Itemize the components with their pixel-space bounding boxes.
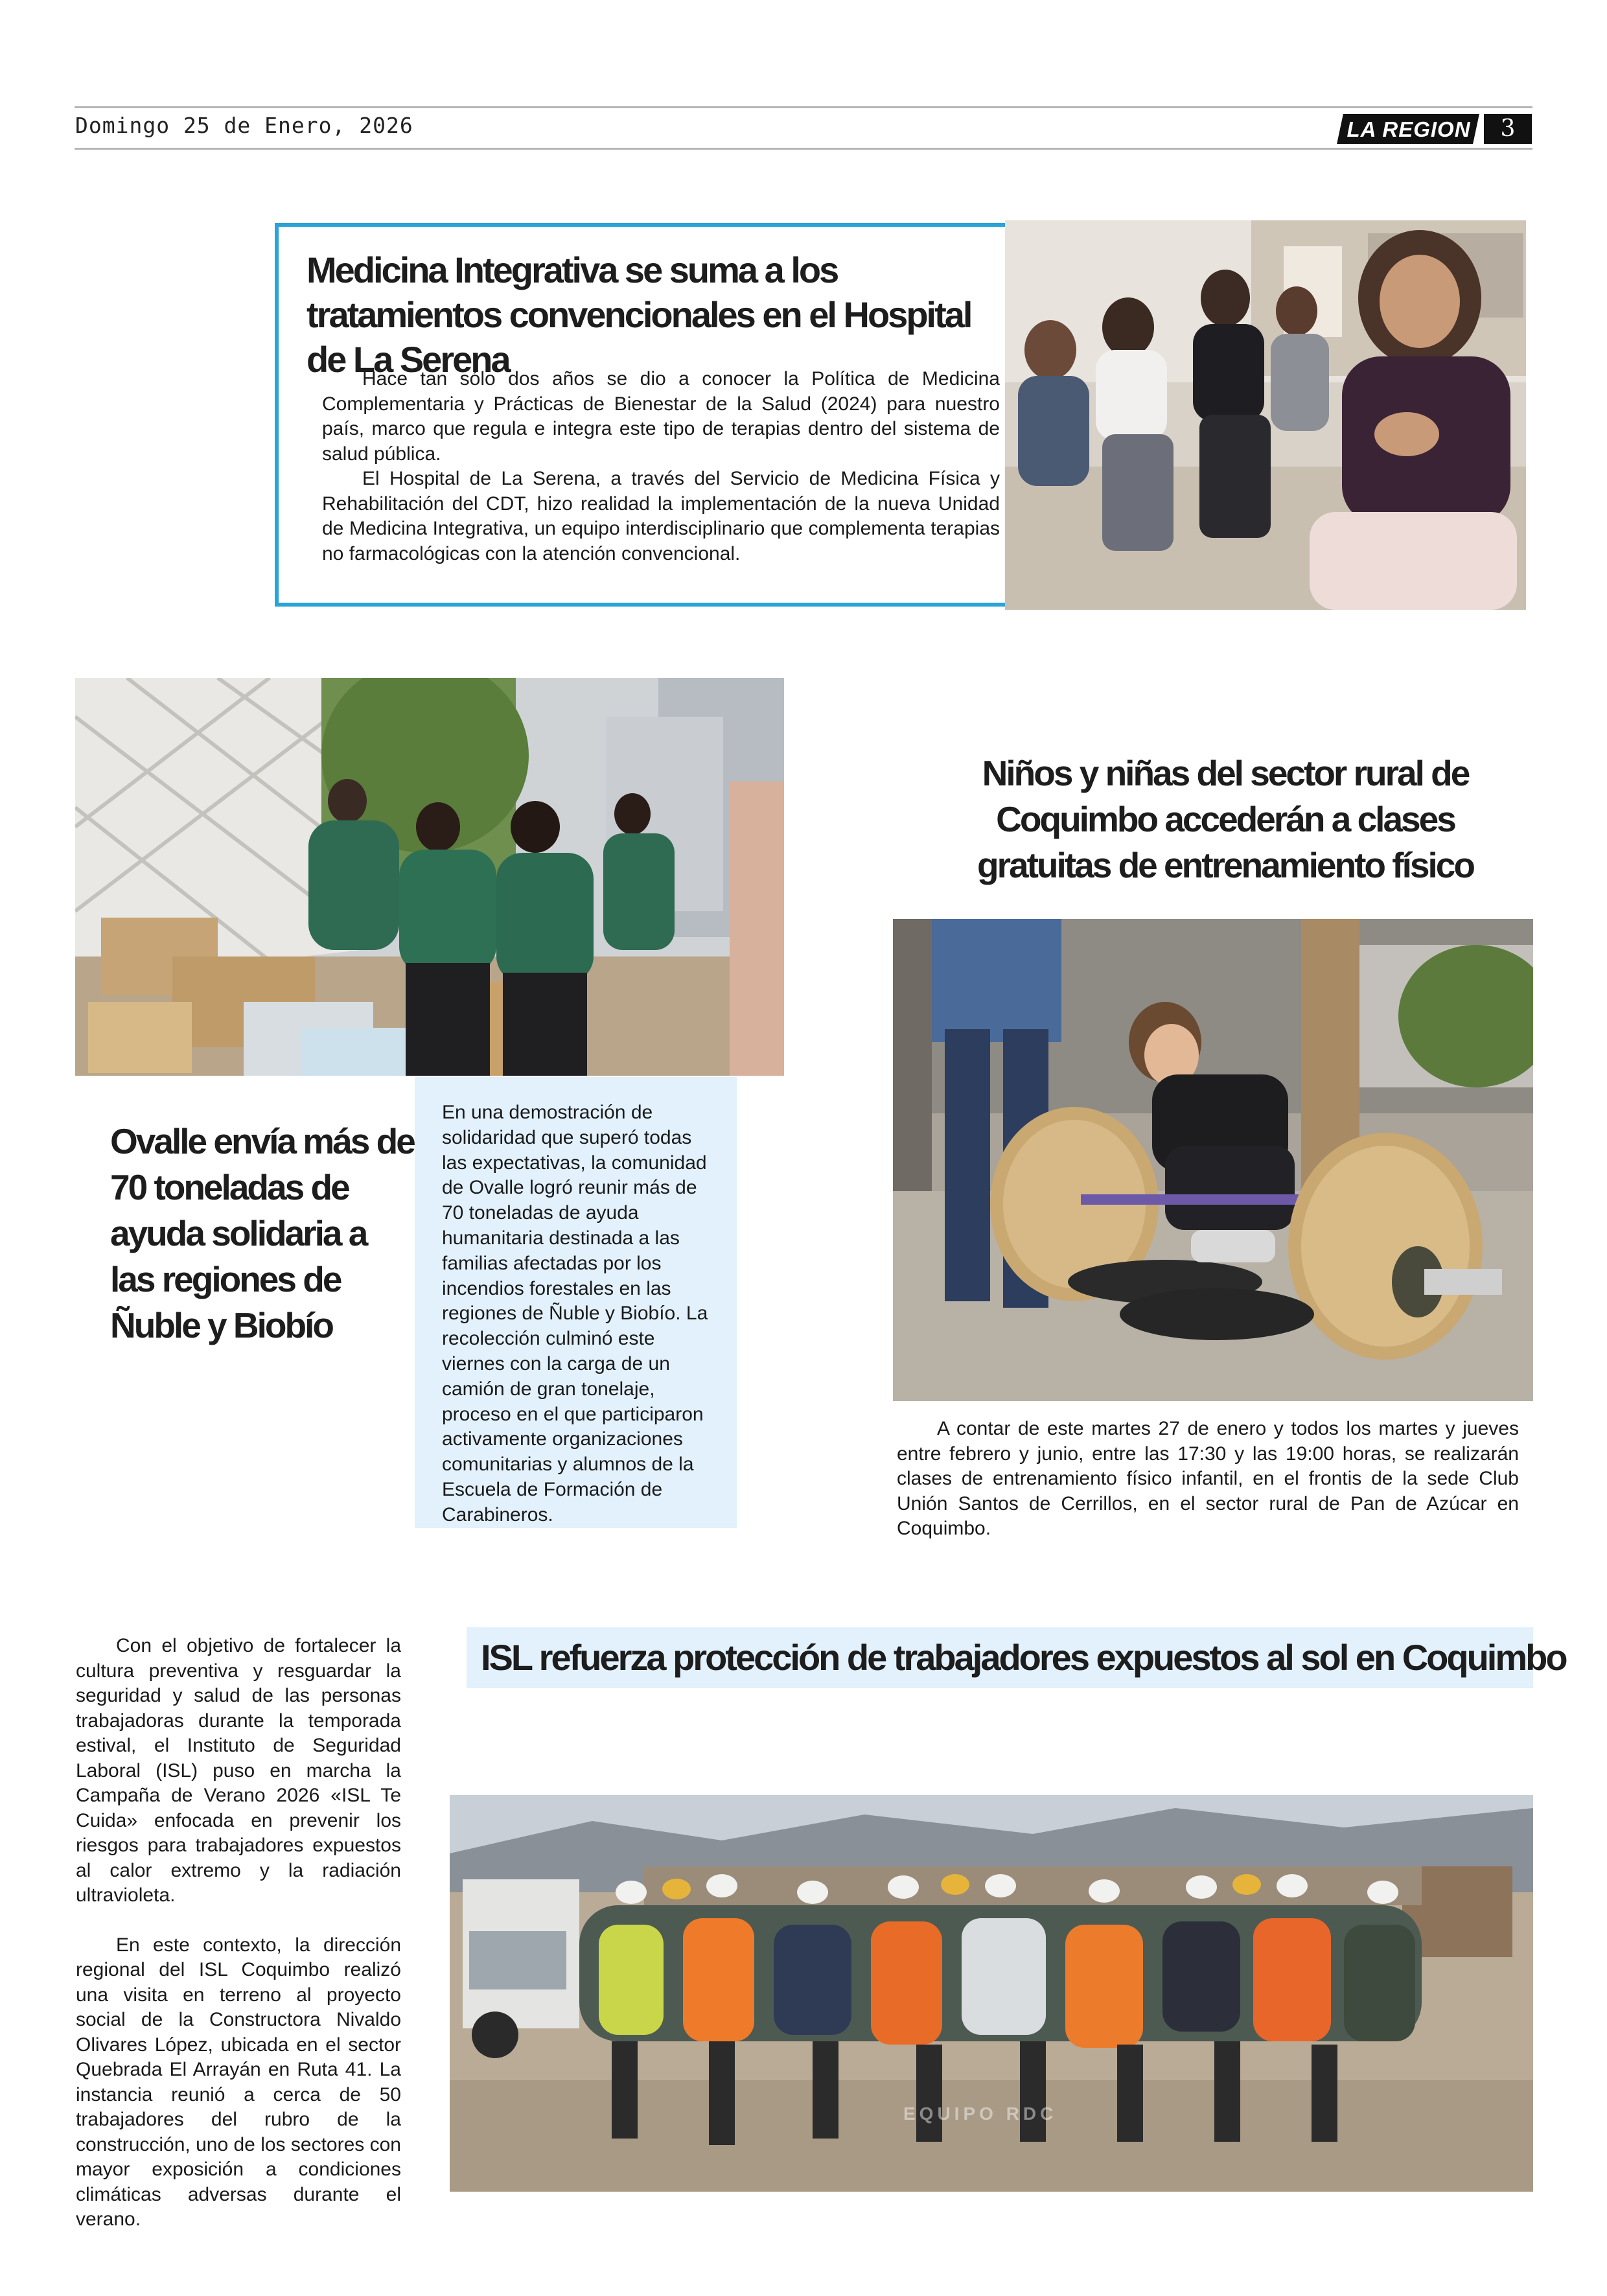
header-bottom-rule: [75, 148, 1532, 150]
isl-photo-watermark: EQUIPO RDC: [903, 2104, 1058, 2124]
medicina-paragraph-2: El Hospital de La Serena, a través del Servicio de Medicina Física y Rehabilitación del CDT, hizo realidad la implementación de la nueva Unidad de Medicina Integrativa, un equipo interdisciplinario que complementa terapias no farmacológicas con la atención convencional.: [322, 468, 1000, 564]
header-top-rule: [75, 106, 1532, 108]
medicina-body: [322, 367, 1000, 566]
ninos-photo: [893, 919, 1533, 1401]
isl-body: [76, 1634, 401, 2232]
header-logo-text: LA REGION: [1347, 117, 1471, 141]
header-date: Domingo 25 de Enero, 2026: [75, 113, 413, 138]
ninos-body: A contar de este martes 27 de enero y todos los martes y jueves entre febrero y junio, entre las 17:30 y las 19:00 horas, se realizarán clases de entrenamiento físico infantil, en el frontis de la sede Club Unión Santos de Cerrillos, en el sector rural de Pan de Azúcar en Coquimbo.: [897, 1418, 1519, 1539]
isl-photo: [450, 1795, 1533, 2192]
ovalle-body: En una demostración de solidaridad que superó todas las expectativas, la comunidad de Ovalle logró reunir más de 70 toneladas de ayuda humanitaria destinada a las familias afectadas por los incendios forestales en las regiones de Ñuble y Biobío. La recolección culminó este viernes con la carga de un camión de gran tonelaje, proceso en el que participaron activamente organizaciones comunitarias y alumnos de la Escuela de Formación de Carabineros.: [442, 1102, 708, 1525]
isl-paragraph-1: Con el objetivo de fortalecer la cultura preventiva y resguardar la seguridad y salud de las personas trabajadoras durante la temporada estival, el Instituto de Seguridad Laboral (ISL) puso en marcha la Campaña de Verano 2026 «ISL Te Cuida» enfocada en prevenir los riesgos para trabajadores expuestos al calor extremo y la radiación ultravioleta.: [76, 1635, 401, 1906]
isl-paragraph-2: En este contexto, la dirección regional del ISL Coquimbo realizó una visita en terreno al proyecto social de la Constructora Nivaldo Olivares López, ubicada en el sector Quebrada El Arrayán en Ruta 41. La instancia reunió a cerca de 50 trabajadores del rubro de la construcción, uno de los sectores con mayor exposición a condiciones climáticas adversas durante el verano.: [76, 1934, 401, 2230]
ovalle-headline: Ovalle envía más de 70 toneladas de ayuda solidaria a las regiones de Ñuble y Biobío: [110, 1121, 414, 1345]
ninos-headline: Niños y niñas del sector rural de Coquimbo accederán a clases gratuitas de entrenamiento físico: [977, 753, 1474, 885]
medicina-headline: Medicina Integrativa se suma a los tratamientos convencionales en el Hospital de La Serena: [306, 249, 971, 380]
isl-headline: ISL refuerza protección de trabajadores expuestos al sol en Coquimbo: [481, 1637, 1566, 1678]
ovalle-photo: [75, 678, 784, 1076]
header-page-number: 3: [1484, 114, 1532, 144]
medicina-paragraph-1: Hace tan sólo dos años se dio a conocer la Política de Medicina Complementaria y Prácticas de Bienestar de la Salud (2024) para nuestro país, marco que regula e integra este tipo de terapias dentro del sistema de salud pública.: [322, 368, 1000, 465]
medicina-photo: [1005, 220, 1526, 610]
